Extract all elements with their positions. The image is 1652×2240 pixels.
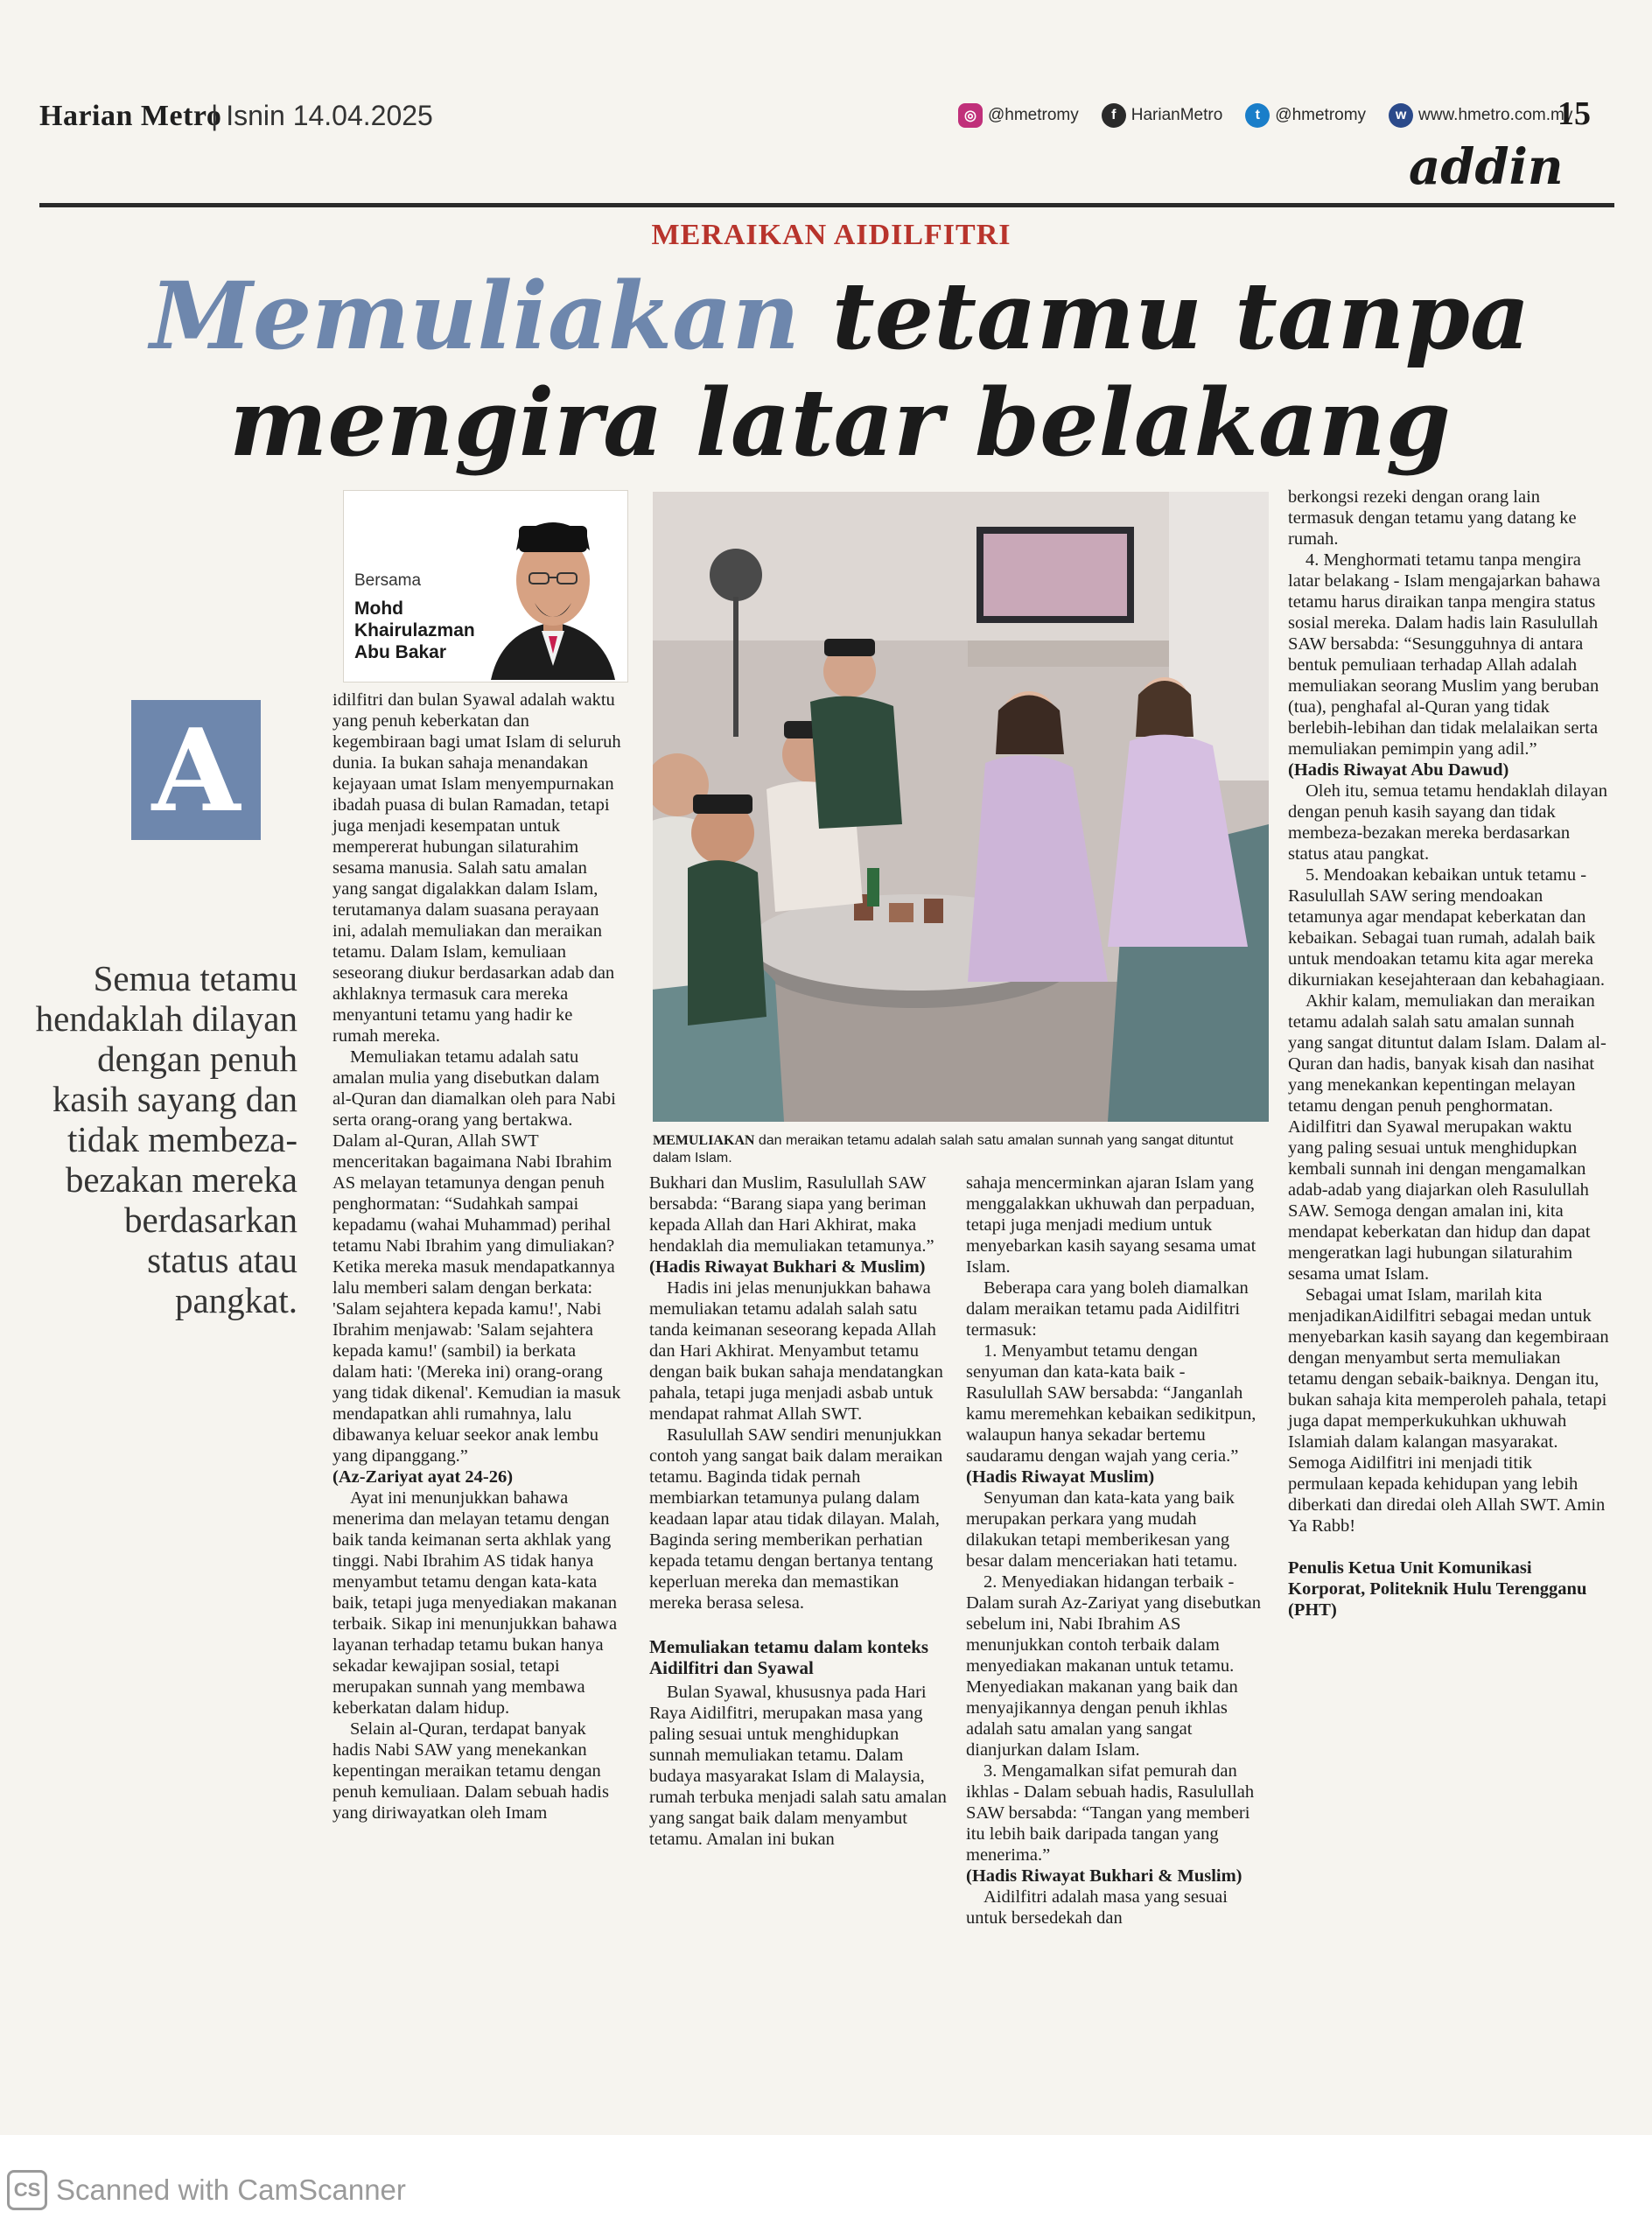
social-label: @hmetromy (1275, 106, 1367, 124)
social-facebook[interactable] (1102, 103, 1223, 128)
paragraph: 5. Mendoakan kebaikan untuk tetamu - Rasulullah SAW sering mendoakan tetamunya agar mendapat keberkatan dan kebaikan. Sebagai tuan rumah, adalah baik untuk mendoakan tetamu kita agar mereka dikurniakan kesejahteraan dan kebahagiaan. (1288, 865, 1605, 990)
body-column-1 (332, 690, 621, 1824)
issue-date: | Isnin 14.04.2025 (211, 100, 433, 131)
headline-part: mengira latar belakang (229, 368, 1451, 477)
social-twitter[interactable] (1245, 103, 1366, 128)
social-label: @hmetromy (988, 106, 1079, 124)
citation: (Hadis Riwayat Bukhari & Muslim) (649, 1257, 926, 1277)
paragraph: 2. Menyediakan hidangan terbaik - Dalam surah Az-Zariyat yang disebutkan sebelum ini, Nabi Ibrahim AS menunjukkan contoh terbaik dalam menyediakan makanan untuk tetamu. Menyediakan makanan yang baik dan menyajikannya dengan penuh ikhlas adalah satu amalan yang sangat dianjurkan dalam Islam. (966, 1572, 1261, 1760)
camscanner-logo-icon: CS (7, 2170, 47, 2210)
author-credit: Penulis Ketua Unit Komunikasi Korporat, Politeknik Hulu Terengganu (PHT) (1288, 1558, 1587, 1620)
paragraph: Senyuman dan kata-kata yang baik merupakan perkara yang mudah dilakukan tetapi memberikesan yang besar dalam menceriakan hati tetamu. (966, 1488, 1238, 1571)
paragraph: idilfitri dan bulan Syawal adalah waktu yang penuh keberkatan dan kegembiraan bagi umat Islam di seluruh dunia. Ia bukan sahaja menandakan kejayaan umat Islam menyempurnakan ibadah puasa di bulan Ramadan, tetapi juga menjadi kesempatan untuk mempererat hubungan silaturahim sesama manusia. Salah satu amalan yang sangat digalakkan dalam Islam, terutamanya dalam suasana perayaan ini, adalah memuliakan dan meraikan tetamu. Dalam Islam, kemuliaan seseorang diukur berdasarkan adab dan akhlaknya termasuk cara mereka menyantuni tetamu yang hadir ke rumah mereka. (332, 690, 621, 1046)
paragraph: Akhir kalam, memuliakan dan meraikan tetamu adalah salah satu amalan sunnah yang sangat dituntut dalam Islam. Dalam al-Quran dan hadis, banyak kisah dan nasihat yang menekankan kepentingan melayan tetamu dengan penuh penghormatan. Aidilfitri dan Syawal merupakan waktu yang paling sesuai untuk menghidupkan kembali sunnah ini dengan mengamalkan adab-adab yang diajarkan oleh Rasulullah SAW. Semoga dengan amalan ini, kita mendapat keberkatan dan hidup dan dapat mengeratkan lagi hubungan silaturahim sesama umat Islam. (1288, 991, 1606, 1284)
paragraph: Rasulullah SAW sendiri menunjukkan contoh yang sangat baik dalam meraikan tetamu. Baginda tidak pernah membiarkan tetamunya pulang dalam keadaan lapar atau tidak dilayan. Malah, Baginda sering memberikan perhatian kepada tetamu dengan bertanya tentang keperluan mereka dan memastikan mereka berasa selesa. (649, 1425, 943, 1613)
headline (140, 262, 1540, 476)
pull-quote: Semua tetamu hendaklah dilayan dengan penuh kasih sayang dan tidak membeza-bezakan mereka berdasarkan status atau pangkat. (35, 958, 298, 1320)
article-photo (653, 492, 1269, 1122)
kicker: MERAIKAN AIDILFITRI (651, 219, 1012, 251)
section-rule (39, 203, 1614, 207)
social-label: www.hmetro.com.my (1418, 106, 1573, 124)
caption-lead: MEMULIAKAN (653, 1133, 755, 1148)
citation: (Az-Zariyat ayat 24-26) (332, 1467, 514, 1487)
paragraph: Aidilfitri adalah masa yang sesuai untuk bersedekah dan (966, 1887, 1228, 1928)
page-number: 15 (1558, 95, 1591, 132)
paragraph: Selain al-Quran, terdapat banyak hadis Nabi SAW yang menekankan kepentingan meraikan tetamu dengan penuh kemuliaan. Dalam sebuah hadis yang diriwayatkan oleh Imam (332, 1719, 609, 1823)
paragraph: 3. Mengamalkan sifat pemurah dan ikhlas - Dalam sebuah hadis, Rasulullah SAW bersabda: “Tangan yang memberi itu lebih baik daripada tangan yang menerima.” (966, 1761, 1255, 1865)
citation: (Hadis Riwayat Bukhari & Muslim) (966, 1866, 1242, 1886)
subheading: Memuliakan tetamu dalam konteks Aidilfitri dan Syawal (649, 1636, 929, 1678)
masthead (39, 94, 1614, 133)
paragraph: sahaja mencerminkan ajaran Islam yang menggalakkan ukhuwah dan perpaduan, tetapi juga menjadi medium untuk menyebarkan kasih sayang sesama umat Islam. (966, 1173, 1256, 1277)
social-links (958, 98, 1585, 133)
instagram-icon: ◎ (958, 103, 983, 128)
paper-name: Harian Metro (39, 100, 222, 132)
paragraph: Ayat ini menunjukkan bahawa menerima dan melayan tetamu dengan baik tanda keimanan serta akhlak yang tinggi. Nabi Ibrahim AS tidak hanya menyambut tetamu dengan kata-kata baik, tetapi juga menyediakan makanan terbaik. Sikap ini menunjukkan bahawa layanan terhadap tetamu bukan hanya sekadar kewajipan sosial, tetapi merupakan sunnah yang membawa keberkatan dalam hidup. (332, 1488, 618, 1718)
citation: (Hadis Riwayat Abu Dawud) (1288, 760, 1509, 780)
section-name: addin (1409, 138, 1564, 196)
paragraph: Bukhari dan Muslim, Rasulullah SAW bersabda: “Barang siapa yang beriman kepada Allah dan Hari Akhirat, maka hendaklah dia memuliakan tetamunya.” (649, 1173, 934, 1256)
caption-text: dan meraikan tetamu adalah salah satu amalan sunnah yang sangat dituntut dalam Islam. (653, 1133, 1234, 1166)
facebook-icon: f (1102, 103, 1126, 128)
scanner-text: Scanned with CamScanner (56, 2174, 406, 2206)
paragraph: Oleh itu, semua tetamu hendaklah dilayan dengan penuh kasih sayang dan tidak membeza-bezakan mereka berdasarkan status atau pangkat. (1288, 781, 1607, 864)
author-portrait (484, 500, 622, 680)
body-column-4 (1288, 486, 1610, 1620)
headline-part: tetamu tanpa (799, 261, 1530, 370)
headline-accent: Memuliakan (150, 261, 800, 370)
byline (343, 490, 628, 682)
paragraph: 4. Menghormati tetamu tanpa mengira latar belakang - Islam mengajarkan bahawa tetamu harus diraikan tanpa mengira status sosial mereka. Dalam hadis lain Rasulullah SAW bersabda: “Sesungguhnya di antara bentuk pemuliaan terhadap Allah adalah memuliakan seorang Muslim yang beruban (tua), penghafal al-Quran yang tidak berlebih-lebihan dan tidak melalaikan serta memuliakan pemimpin yang adil.” (1288, 550, 1600, 759)
body-column-3 (966, 1172, 1264, 1928)
paragraph: Bulan Syawal, khususnya pada Hari Raya Aidilfitri, merupakan masa yang paling sesuai untuk menghidupkan sunnah memuliakan tetamu. Dalam budaya masyarakat Islam di Malaysia, rumah terbuka menjadi salah satu amalan yang sangat baik dalam menyambut tetamu. Amalan ini bukan (649, 1683, 947, 1849)
drop-cap: A (131, 700, 261, 840)
paragraph: Memuliakan tetamu adalah satu amalan mulia yang disebutkan dalam al-Quran dan diamalkan oleh para Nabi serta orang-orang yang bertakwa. Dalam al-Quran, Allah SWT menceritakan bagaimana Nabi Ibrahim AS melayan tetamunya dengan penuh penghormatan: “Sudahkah sampai kepadamu (wahai Muhammad) perihal tetamu Nabi Ibrahim yang dimuliakan? Ketika mereka masuk mendapatkannya lalu memberi salam dengan berkata: 'Salam sejahtera kepada kamu!', Nabi Ibrahim menjawab: 'Salam sejahtera kepada kamu!' (sambil) ia berkata dalam hati: '(Mereka ini) orang-orang yang tidak dikenal'. Kemudian ia masuk mendapatkan ahli rumahnya, lalu dibawanya keluar seekor anak lembu yang dipanggang.” (332, 1047, 621, 1466)
author-name: Mohd Khairulazman Abu Bakar (354, 598, 475, 662)
citation: (Hadis Riwayat Muslim) (966, 1467, 1155, 1487)
paragraph: Hadis ini jelas menunjukkan bahawa memuliakan tetamu adalah salah satu tanda keimanan seseorang kepada Allah dan Hari Akhirat. Menyambut tetamu dengan baik bukan sahaja mendatangkan pahala, tetapi juga menjadi asbab untuk mendapat rahmat Allah SWT. (649, 1278, 943, 1424)
byline-lead: Bersama (354, 571, 422, 590)
scanner-watermark (7, 2168, 406, 2212)
social-web[interactable] (1389, 103, 1572, 128)
social-label: HarianMetro (1130, 106, 1223, 124)
body-column-2 (649, 1172, 947, 1850)
paragraph: Sebagai umat Islam, marilah kita menjadikanAidilfitri sebagai medan untuk menyebarkan kasih sayang dan kegembiraan dengan menyambut serta memuliakan tetamu dengan sebaik-baiknya. Dengan itu, bukan sahaja kita memperoleh pahala, tetapi juga dapat memperkukuhkan ukhuwah Islamiah dalam kalangan masyarakat. Semoga Aidilfitri ini menjadi titik permulaan kepada kehidupan yang lebih diberkati dan diredai oleh Allah SWT. Amin Ya Rabb! (1288, 1285, 1609, 1536)
photo-caption (653, 1132, 1269, 1167)
paragraph: Beberapa cara yang boleh diamalkan dalam meraikan tetamu pada Aidilfitri termasuk: (966, 1278, 1249, 1340)
paragraph: berkongsi rezeki dengan orang lain termasuk dengan tetamu yang datang ke rumah. (1288, 487, 1577, 549)
social-instagram[interactable] (958, 103, 1079, 128)
web-icon: w (1389, 103, 1413, 128)
paragraph: 1. Menyambut tetamu dengan senyuman dan kata-kata baik - Rasulullah SAW bersabda: “Janganlah kamu meremehkan kebaikan sedikitpun, walaupun hanya sekadar bertemu saudaramu dengan wajah yang ceria.” (966, 1341, 1256, 1466)
twitter-icon: t (1245, 103, 1270, 128)
